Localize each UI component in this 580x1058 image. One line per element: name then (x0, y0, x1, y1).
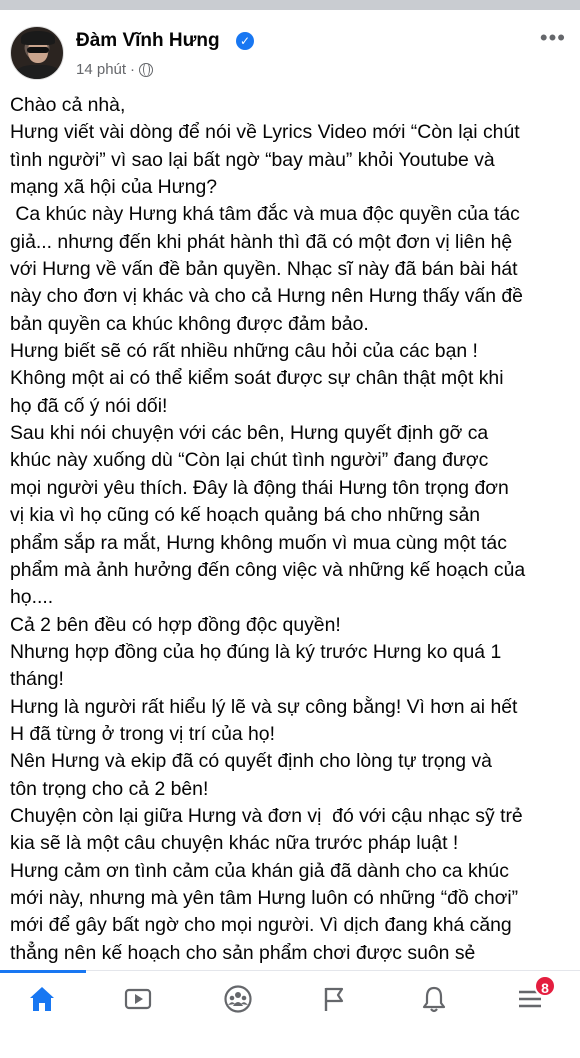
post-text-line: họ đã cố ý nói dối! (10, 394, 168, 417)
groups-icon (223, 984, 253, 1014)
tab-menu[interactable] (502, 977, 558, 1021)
tab-notifications[interactable] (406, 977, 462, 1021)
author-avatar[interactable] (10, 26, 64, 80)
post-text-line: này cho đơn vị khác và cho cả Hưng nên Hưng thấy vấn đề (10, 285, 523, 308)
post-text-line: kia sẽ là một câu chuyện khác nữa trước pháp luật ! (10, 832, 459, 855)
post-text-line: mọi người yêu thích. Đây là động thái Hưng tôn trọng đơn (10, 476, 509, 499)
public-globe-icon (139, 63, 153, 77)
post-text-line: giả... nhưng đến khi phát hành thì đã có một đơn vị liên hệ (10, 230, 513, 253)
tab-groups[interactable] (210, 977, 266, 1021)
post-text-line: Sau khi nói chuyện với các bên, Hưng quyết định gỡ ca (10, 422, 489, 445)
menu-notification-badge: 8 (534, 975, 556, 997)
post-text-line: phẩm sắp ra mắt, Hưng không muốn vì mua cùng một tác (10, 531, 507, 554)
post-text-line: tháng! (10, 668, 64, 691)
post-text-line: Nhưng hợp đồng của họ đúng là ký trước Hưng ko quá 1 (10, 640, 502, 663)
active-tab-indicator (0, 970, 86, 973)
post-text-line: Ca khúc này Hưng khá tâm đắc và mua độc quyền của tác (10, 203, 520, 226)
post-text-line: bản quyền ca khúc không được đảm bảo. (10, 312, 369, 335)
home-indicator-area (0, 1032, 580, 1058)
watch-icon (123, 984, 153, 1014)
tab-watch[interactable] (110, 977, 166, 1021)
post-header (0, 18, 580, 88)
post-text-line: phẩm mà ảnh hưởng đến công việc và những kế hoạch của (10, 558, 526, 581)
post-text-line: Hưng biết sẽ có rất nhiều những câu hỏi của các bạn ! (10, 340, 478, 363)
verified-badge-icon: ✓ (236, 32, 254, 50)
post-meta (76, 61, 153, 78)
notifications-bell-icon (419, 984, 449, 1014)
post-text-line: thẳng nên kế hoạch cho sản phẩm chơi được suôn sẻ (10, 941, 476, 964)
post-time[interactable]: 14 phút (76, 61, 127, 78)
post-text-line: Chuyện còn lại giữa Hưng và đơn vị đó với cậu nhạc sỹ trẻ (10, 804, 523, 827)
post-text-line: tình người” vì sao lại bất ngờ “bay màu” khỏi Youtube và (10, 148, 495, 171)
post-text-line: khúc này xuống dù “Còn lại chút tình người” đang được (10, 449, 489, 472)
post-text-line: Hưng là người rất hiểu lý lẽ và sự công bằng! Vì hơn ai hết (10, 695, 518, 718)
post-text-line: Chào cả nhà, (10, 94, 126, 116)
post-text-line: tôn trọng cho cả 2 bên! (10, 777, 209, 800)
post-text-line: Hưng viết vài dòng để nói về Lyrics Video mới “Còn lại chút (10, 121, 520, 144)
more-options-icon[interactable]: ••• (539, 25, 566, 50)
post-text-line: H đã từng ở trong vị trí của họ! (10, 722, 275, 745)
post-text-line: mới để gây bất ngờ cho mọi người. Vì dịch đang khá căng (10, 914, 512, 937)
post-text-line: mới này, nhưng mà yên tâm Hưng luôn có những “đồ chơi” (10, 886, 519, 909)
post-text-line: với Hưng về vấn đề bản quyền. Nhạc sĩ này đã bán bài hát (10, 258, 518, 281)
post-text-line: Cả 2 bên đều có hợp đồng độc quyền! (10, 613, 341, 636)
post-text-line: vị kia vì họ cũng có kế hoạch quảng bá cho những sản (10, 504, 481, 527)
post-text-line: Nên Hưng và ekip đã có quyết định cho lòng tự trọng và (10, 750, 492, 773)
tab-home[interactable] (14, 977, 70, 1021)
author-name[interactable]: Đàm Vĩnh Hưng (76, 30, 220, 51)
status-bar-strip (0, 0, 580, 10)
post-text (10, 92, 576, 972)
pages-flag-icon (319, 984, 349, 1014)
post-text-line: Hưng cảm ơn tình cảm của khán giả đã dành cho ca khúc (10, 859, 509, 882)
meta-separator: · (130, 61, 136, 78)
home-icon (27, 984, 57, 1014)
bottom-tab-bar (0, 970, 580, 1032)
post-text-line: mạng xã hội của Hưng? (10, 176, 218, 199)
post-text-line: Không một ai có thể kiểm soát được sự chân thật một khi (10, 367, 504, 390)
post-text-line: họ.... (10, 586, 54, 609)
tab-pages[interactable] (306, 977, 362, 1021)
